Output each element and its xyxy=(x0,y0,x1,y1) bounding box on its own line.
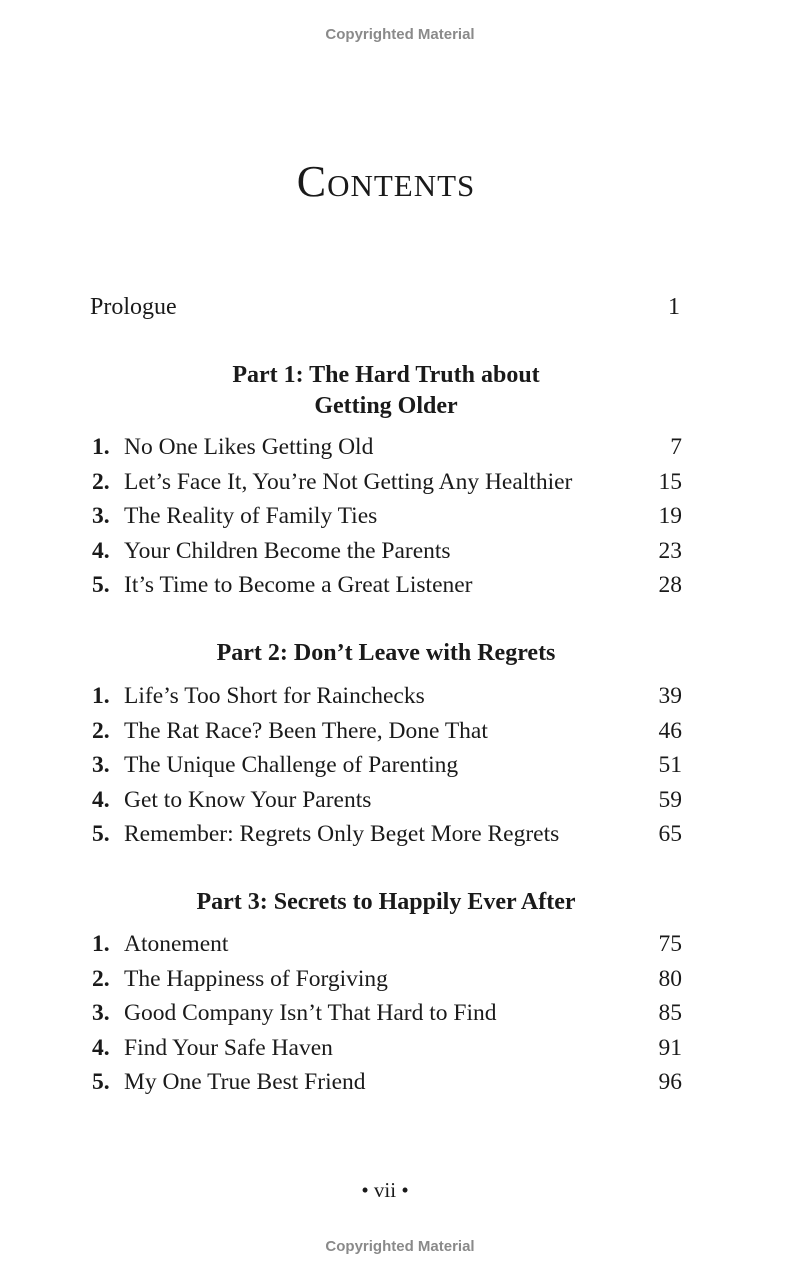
chapter-title: Find Your Safe Haven xyxy=(124,1034,333,1061)
chapter-page: 65 xyxy=(658,821,682,848)
chapter-entry[interactable] xyxy=(92,538,682,573)
chapter-number: 5. xyxy=(92,572,110,599)
chapter-number: 2. xyxy=(92,468,110,495)
chapter-entry[interactable] xyxy=(92,572,682,607)
chapter-title: Let’s Face It, You’re Not Getting Any Healthier xyxy=(124,468,573,495)
chapter-title: The Unique Challenge of Parenting xyxy=(124,752,459,779)
chapter-page: 39 xyxy=(658,683,682,709)
chapter-entry[interactable] xyxy=(92,752,682,787)
chapter-page: 59 xyxy=(658,786,682,813)
copyright-watermark-top: Copyrighted Material xyxy=(325,26,475,43)
chapter-number: 1. xyxy=(92,683,110,709)
chapter-page: 28 xyxy=(658,572,682,599)
chapter-number: 2. xyxy=(92,965,110,992)
chapter-title: No One Likes Getting Old xyxy=(124,434,374,460)
chapter-page: 15 xyxy=(658,468,682,495)
chapter-number: 1. xyxy=(92,434,110,460)
chapter-title: Get to Know Your Parents xyxy=(124,786,372,813)
chapter-entry[interactable] xyxy=(92,821,682,856)
chapter-page: 96 xyxy=(658,1069,682,1096)
part-3-chapter-list xyxy=(92,931,682,1104)
chapter-number: 3. xyxy=(92,503,110,530)
part-heading-line: Part 3: Secrets to Happily Ever After xyxy=(196,889,576,915)
chapter-title: It’s Time to Become a Great Listener xyxy=(124,572,473,599)
chapter-title: My One True Best Friend xyxy=(124,1069,366,1096)
chapter-entry[interactable] xyxy=(92,1000,682,1035)
part-2-heading xyxy=(0,638,772,669)
chapter-number: 3. xyxy=(92,1000,110,1027)
chapter-entry[interactable] xyxy=(92,469,682,504)
chapter-page: 19 xyxy=(658,503,682,530)
page-title: Contents xyxy=(296,157,476,206)
chapter-title: The Reality of Family Ties xyxy=(124,503,378,530)
chapter-number: 4. xyxy=(92,786,110,813)
chapter-entry[interactable] xyxy=(92,718,682,753)
chapter-number: 5. xyxy=(92,1069,110,1096)
chapter-entry[interactable] xyxy=(92,434,682,469)
copyright-watermark-bottom: Copyrighted Material xyxy=(325,1238,475,1255)
chapter-entry[interactable] xyxy=(92,1069,682,1104)
chapter-page: 80 xyxy=(658,965,682,992)
part-heading-line: Getting Older xyxy=(314,393,458,419)
chapter-entry[interactable] xyxy=(92,1035,682,1070)
chapter-title: The Happiness of Forgiving xyxy=(124,965,388,992)
chapter-entry[interactable] xyxy=(92,966,682,1001)
part-2-chapter-list xyxy=(92,683,682,856)
chapter-page: 46 xyxy=(658,717,682,744)
part-1-heading xyxy=(0,360,772,422)
part-heading-line: Part 2: Don’t Leave with Regrets xyxy=(216,640,556,666)
chapter-page: 91 xyxy=(658,1034,682,1061)
chapter-entry[interactable] xyxy=(92,683,682,718)
chapter-number: 2. xyxy=(92,717,110,744)
prologue-entry[interactable] xyxy=(90,294,680,321)
part-1-chapter-list xyxy=(92,434,682,607)
chapter-number: 5. xyxy=(92,821,110,848)
chapter-title: Good Company Isn’t That Hard to Find xyxy=(124,1000,497,1027)
chapter-title: Your Children Become the Parents xyxy=(124,537,451,564)
prologue-page: 1 xyxy=(668,294,680,320)
chapter-title: The Rat Race? Been There, Done That xyxy=(124,717,488,744)
part-heading-line: Part 1: The Hard Truth about xyxy=(232,362,540,388)
chapter-page: 7 xyxy=(670,434,682,460)
chapter-page: 51 xyxy=(658,752,682,779)
page-number: • vii • xyxy=(361,1178,409,1202)
chapter-title: Atonement xyxy=(124,931,229,957)
chapter-title: Remember: Regrets Only Beget More Regrets xyxy=(124,821,560,848)
chapter-number: 4. xyxy=(92,1034,110,1061)
chapter-entry[interactable] xyxy=(92,931,682,966)
prologue-label: Prologue xyxy=(90,294,177,320)
chapter-page: 85 xyxy=(658,1000,682,1027)
chapter-entry[interactable] xyxy=(92,503,682,538)
chapter-number: 3. xyxy=(92,752,110,779)
chapter-number: 1. xyxy=(92,931,110,957)
part-3-heading xyxy=(0,887,772,918)
chapter-entry[interactable] xyxy=(92,787,682,822)
chapter-title: Life’s Too Short for Rainchecks xyxy=(124,683,425,709)
chapter-number: 4. xyxy=(92,537,110,564)
chapter-page: 23 xyxy=(658,537,682,564)
chapter-page: 75 xyxy=(658,931,682,957)
